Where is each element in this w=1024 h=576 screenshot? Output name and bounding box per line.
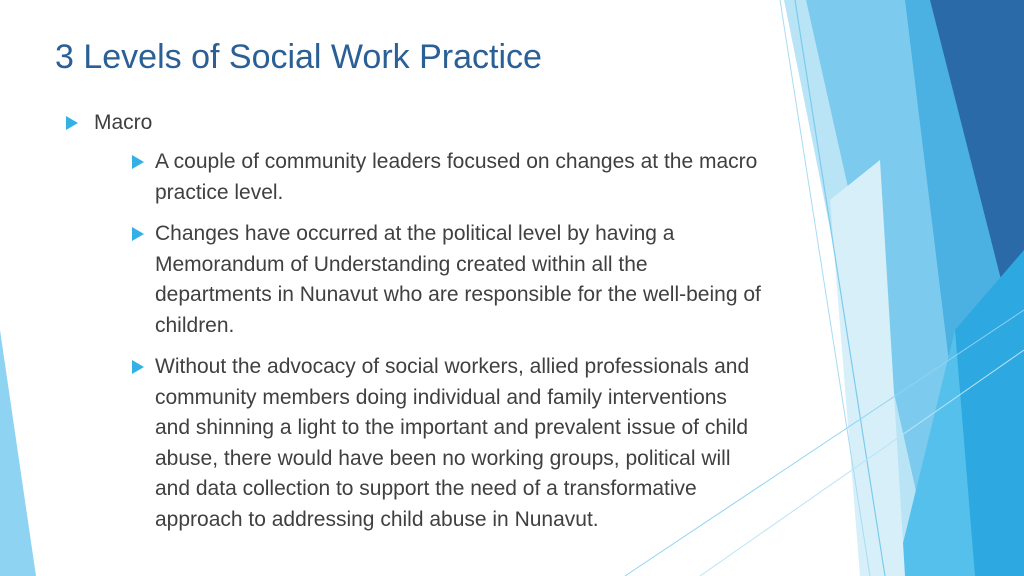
bullet-list [66, 108, 766, 546]
sub-bullet-arrow-icon [132, 360, 144, 374]
sub-bullet-text: Without the advocacy of social workers, allied professionals and community members doing individual and family interventions and shinning a light to the important and prevalent issue of child abuse, there would have been no working groups, political will and data collection to support the need of a transformative approach to addressing child abuse in Nunavut. [155, 355, 750, 531]
sub-bullet-text: Changes have occurred at the political level by having a Memorandum of Understanding created within all the departments in Nunavut who are responsible for the well-being of children. [155, 222, 761, 337]
sub-bullet-item [104, 352, 766, 535]
sub-bullet-item [104, 147, 766, 208]
slide-title: 3 Levels of Social Work Practice [55, 38, 542, 76]
sub-bullet-list [94, 147, 766, 535]
bullet-label: Macro [94, 111, 153, 134]
sub-bullet-text: A couple of community leaders focused on changes at the macro practice level. [155, 150, 758, 204]
bullet-item-macro [66, 108, 766, 535]
sub-bullet-arrow-icon [132, 155, 144, 169]
sub-bullet-item [104, 219, 766, 341]
sub-bullet-arrow-icon [132, 227, 144, 241]
bullet-arrow-icon [66, 116, 78, 130]
left-edge-shape [0, 330, 36, 576]
